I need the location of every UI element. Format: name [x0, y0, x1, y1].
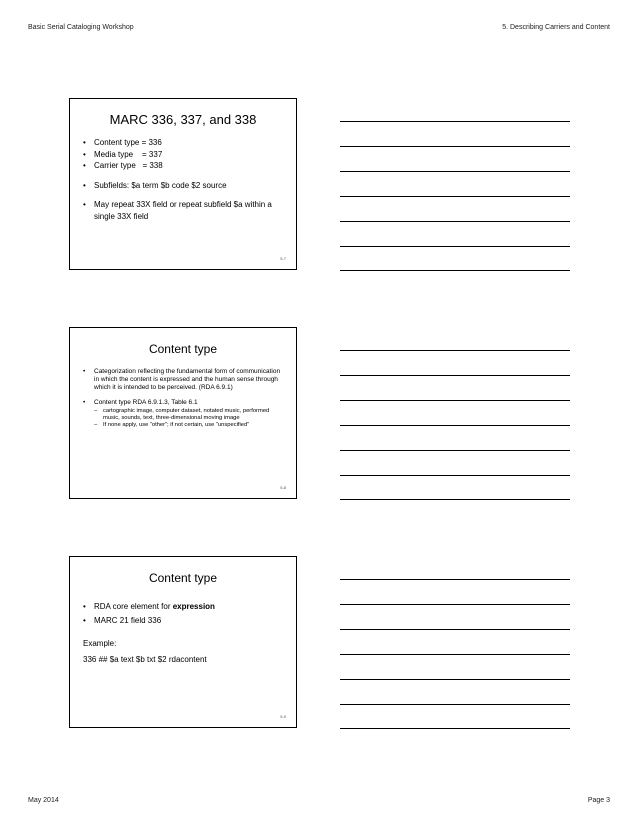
note-line [340, 350, 570, 351]
bullet-list [83, 399, 282, 430]
slide-title: MARC 336, 337, and 338 [109, 112, 257, 127]
sub-bullet-list [94, 408, 282, 430]
note-line [340, 728, 570, 729]
header-section-title: 5. Describing Carriers and Content [502, 24, 610, 31]
slide-body [83, 137, 282, 222]
bullet-item [83, 399, 282, 430]
bullet-text: RDA core element for [94, 602, 173, 611]
slide-number: 5-7 [280, 256, 286, 261]
example-block [83, 636, 282, 668]
slide-5-7 [69, 98, 297, 270]
note-line [340, 629, 570, 630]
note-line [340, 400, 570, 401]
slide-number: 5-8 [280, 485, 286, 490]
bullet-item [83, 600, 282, 614]
note-line [340, 654, 570, 655]
note-line [340, 579, 570, 580]
note-line [340, 425, 570, 426]
note-line [340, 475, 570, 476]
bullet-list [83, 199, 282, 222]
bold-term: expression [172, 602, 215, 611]
example-label: Example: [83, 639, 117, 648]
bullet-item: • MARC 21 field 336 [83, 614, 282, 628]
bullet-list [83, 600, 282, 628]
header-workshop-title: Basic Serial Cataloging Workshop [28, 24, 134, 31]
slide-body [83, 600, 282, 668]
bullet-item: • Carrier type = 338 [83, 160, 282, 172]
bullet-item: • Categorization reflecting the fundamental form of communication in which the content is expressed and the human sense through which it is intended to be perceived. (RDA 6.9.1) [83, 368, 282, 393]
note-line [340, 246, 570, 247]
note-line [340, 375, 570, 376]
note-line [340, 221, 570, 222]
slide-title: Content type [148, 571, 218, 585]
bullet-text: Content type RDA 6.9.1.3, Table 6.1 [94, 398, 198, 406]
slide-body [83, 368, 282, 429]
bullet-item: • May repeat 33X field or repeat subfield $a within a single 33X field [83, 199, 282, 222]
note-line [340, 121, 570, 122]
slide-5-8 [69, 327, 297, 499]
bullet-list [83, 137, 282, 172]
note-line [340, 171, 570, 172]
bullet-item: • Subfields: $a term $b code $2 source [83, 180, 282, 192]
sub-bullet-item: – If none apply, use “other”; if not certain, use “unspecified” [94, 422, 282, 429]
note-line [340, 146, 570, 147]
footer-page-number: Page 3 [587, 797, 610, 804]
note-line [340, 270, 570, 271]
note-line [340, 704, 570, 705]
example-value: 336 ## $a text $b txt $2 rdacontent [83, 655, 207, 664]
bullet-item: • Content type = 336 [83, 137, 282, 149]
slide-5-9 [69, 556, 297, 728]
note-line [340, 450, 570, 451]
note-line [340, 604, 570, 605]
bullet-list [83, 180, 282, 192]
slide-number: 5-9 [280, 714, 286, 719]
bullet-list [83, 368, 282, 393]
sub-bullet-item: – cartographic image, computer dataset, notated music, performed music, sounds, text, three-dimensional moving image [94, 408, 282, 422]
note-line [340, 196, 570, 197]
bullet-item: • Media type = 337 [83, 149, 282, 161]
footer-date: May 2014 [28, 797, 59, 804]
note-line [340, 499, 570, 500]
note-line [340, 679, 570, 680]
slide-title: Content type [148, 342, 218, 356]
